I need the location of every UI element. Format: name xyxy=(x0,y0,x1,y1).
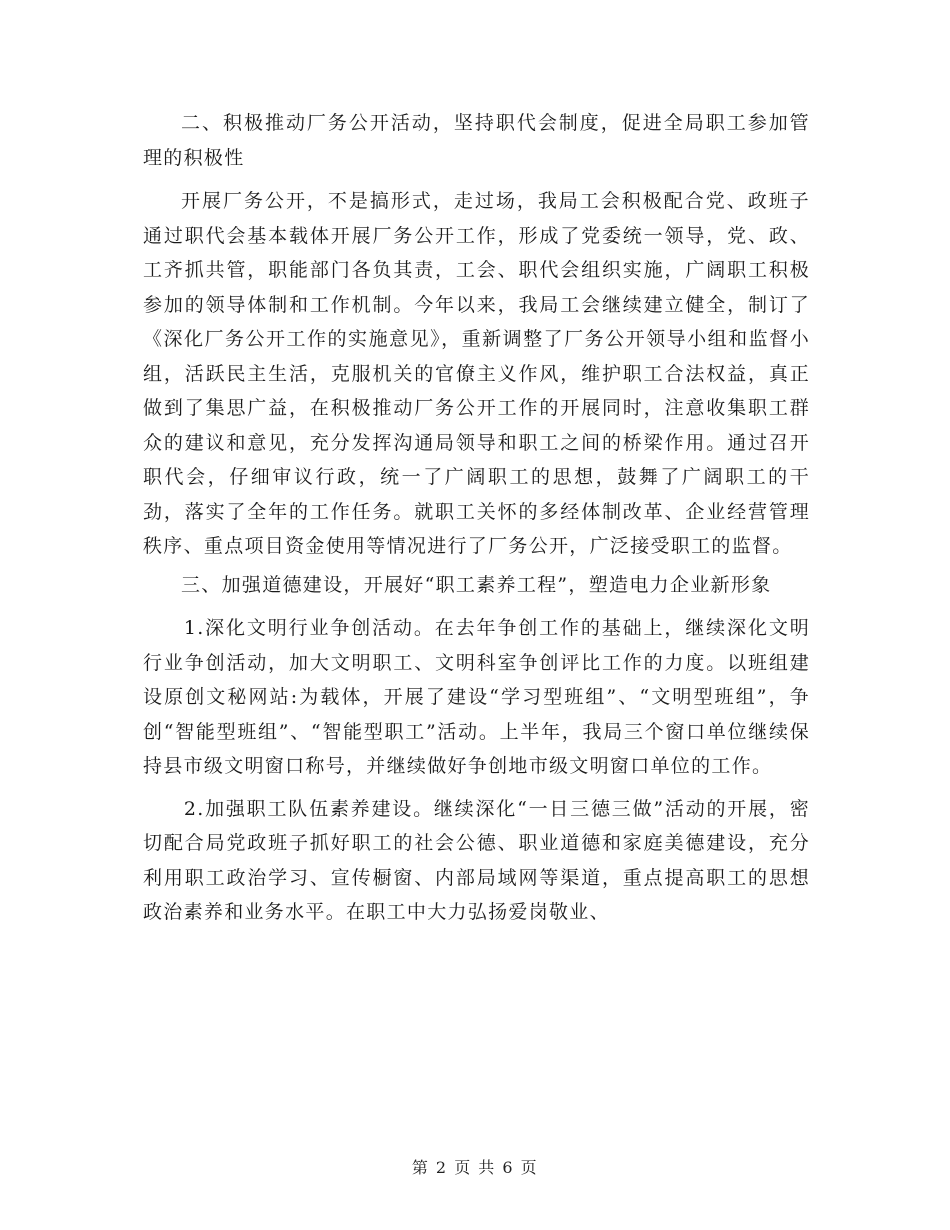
section-heading-2: 二、积极推动厂务公开活动，坚持职代会制度，促进全局职工参加管理的积极性 xyxy=(143,112,810,169)
section-2-paragraph: 开展厂务公开，不是搞形式，走过场，我局工会积极配合党、政班子通过职代会基本载体开展厂务公开工作，形成了党委统一领导，党、政、工齐抓共管，职能部门各负其责，工会、职代会组织实施，广阔职工积极参加的领导体制和工作机制。今年以来，我局工会继续建立健全，制订了《深化厂务公开工作的实施意见》，重新调整了厂务公开领导小组和监督小组，活跃民主生活，克服机关的官僚主义作风，维护职工合法权益，真正做到了集思广益，在积极推动厂务公开工作的开展同时，注意收集职工群众的建议和意见，充分发挥沟通局领导和职工之间的桥梁作用。通过召开职代会，仔细审议行政，统一了广阔职工的思想，鼓舞了广阔职工的干劲，落实了全年的工作任务。就职工关怀的多经体制改革、企业经营管理秩序、重点项目资金使用等情况进行了厂务公开，广泛接受职工的监督。 xyxy=(143,190,810,557)
document-body xyxy=(143,106,810,936)
page-number-footer: 第 2 页 共 6 页 xyxy=(411,1158,539,1177)
numbered-item-1: 1.深化文明行业争创活动。在去年争创工作的基础上，继续深化文明行业争创活动，加大文明职工、文明科室争创评比工作的力度。以班组建设原创文秘网站:为载体，开展了建设“学习型班组”、“文明型班组”，争创“智能型班组”、“智能型职工”活动。上半年，我局三个窗口单位继续保持县市级文明窗口称号，并继续做好争创地市级文明窗口单位的工作。 xyxy=(143,617,810,777)
numbered-item-2: 2.加强职工队伍素养建设。继续深化“一日三德三做”活动的开展，密切配合局党政班子抓好职工的社会公德、职业道德和家庭美德建设，充分利用职工政治学习、宣传橱窗、内部局域网等渠道，重点提高职工的思想政治素养和业务水平。在职工中大力弘扬爱岗敬业、 xyxy=(143,797,810,923)
section-heading-3: 三、加强道德建设，开展好“职工素养工程”，塑造电力企业新形象 xyxy=(181,573,772,596)
